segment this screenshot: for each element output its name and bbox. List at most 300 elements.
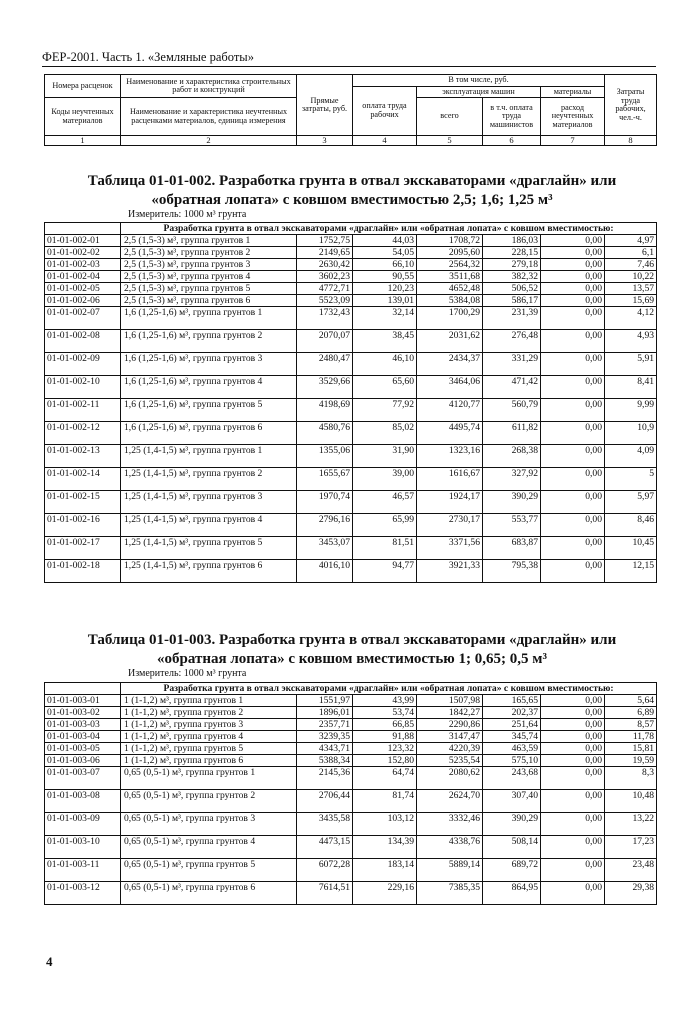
cell-labor: 15,69 [605, 295, 657, 307]
cell-code: 01-01-003-06 [45, 755, 121, 767]
cell-name: 1 (1-1,2) м³, группа грунтов 6 [121, 755, 297, 767]
cell-mat: 0,00 [541, 468, 605, 491]
cell-direct: 3453,07 [297, 537, 353, 560]
cell-mat: 0,00 [541, 767, 605, 790]
cell-labor: 13,22 [605, 813, 657, 836]
cell-mach: 1700,29 [417, 307, 483, 330]
cell-direct: 4343,71 [297, 743, 353, 755]
cell-code: 01-01-002-05 [45, 283, 121, 295]
cell-code: 01-01-003-09 [45, 813, 121, 836]
cell-mat: 0,00 [541, 307, 605, 330]
cell-name: 1 (1-1,2) м³, группа грунтов 4 [121, 731, 297, 743]
cell-labor: 15,81 [605, 743, 657, 755]
cell-mach: 3921,33 [417, 560, 483, 583]
table-row [45, 790, 657, 813]
cell-code: 01-01-002-09 [45, 353, 121, 376]
cell-direct: 1355,06 [297, 445, 353, 468]
column-number: 5 [417, 136, 483, 146]
subheader-text: Разработка грунта в отвал экскаваторами «драглайн» или «обратная лопата» с ковшом вместимостью: [121, 223, 657, 235]
cell-labor: 5 [605, 468, 657, 491]
cell-mach: 5235,54 [417, 755, 483, 767]
cell-machinist: 463,59 [483, 743, 541, 755]
cell-code: 01-01-002-16 [45, 514, 121, 537]
cell-code: 01-01-003-10 [45, 836, 121, 859]
cell-mat: 0,00 [541, 376, 605, 399]
cell-mat: 0,00 [541, 882, 605, 905]
table-row [45, 247, 657, 259]
cell-pay: 32,14 [353, 307, 417, 330]
cell-code: 01-01-002-14 [45, 468, 121, 491]
cell-pay: 229,16 [353, 882, 417, 905]
cell-pay: 94,77 [353, 560, 417, 583]
col-header-incl: В том числе, руб. [353, 75, 605, 87]
col-header-materials: материалы [541, 86, 605, 98]
cell-machinist: 228,15 [483, 247, 541, 259]
cell-mach: 3464,06 [417, 376, 483, 399]
cell-pay: 66,10 [353, 259, 417, 271]
cell-direct: 2796,16 [297, 514, 353, 537]
cell-name: 1,6 (1,25-1,6) м³, группа грунтов 5 [121, 399, 297, 422]
cell-labor: 10,9 [605, 422, 657, 445]
cell-mat: 0,00 [541, 235, 605, 247]
cell-mat: 0,00 [541, 719, 605, 731]
cell-mat: 0,00 [541, 836, 605, 859]
cell-mat: 0,00 [541, 695, 605, 707]
table-row [45, 767, 657, 790]
table-row [45, 755, 657, 767]
cell-pay: 38,45 [353, 330, 417, 353]
page-number: 4 [46, 954, 53, 969]
cell-direct: 1896,01 [297, 707, 353, 719]
cell-code: 01-01-003-12 [45, 882, 121, 905]
cell-mat: 0,00 [541, 445, 605, 468]
cell-code: 01-01-003-11 [45, 859, 121, 882]
table-row [45, 719, 657, 731]
cell-direct: 4016,10 [297, 560, 353, 583]
cell-machinist: 331,29 [483, 353, 541, 376]
cell-mat: 0,00 [541, 259, 605, 271]
cell-mach: 4652,48 [417, 283, 483, 295]
cell-machinist: 276,48 [483, 330, 541, 353]
cell-labor: 7,46 [605, 259, 657, 271]
table-row [45, 353, 657, 376]
cell-labor: 29,38 [605, 882, 657, 905]
cell-labor: 6,89 [605, 707, 657, 719]
cell-name: 1,6 (1,25-1,6) м³, группа грунтов 2 [121, 330, 297, 353]
cell-code: 01-01-002-10 [45, 376, 121, 399]
cell-mat: 0,00 [541, 353, 605, 376]
cell-mach: 4220,39 [417, 743, 483, 755]
cell-machinist: 327,92 [483, 468, 541, 491]
cell-name: 0,65 (0,5-1) м³, группа грунтов 3 [121, 813, 297, 836]
cell-pay: 39,00 [353, 468, 417, 491]
cell-mach: 2080,62 [417, 767, 483, 790]
column-number: 2 [121, 136, 297, 146]
cell-labor: 8,3 [605, 767, 657, 790]
cell-name: 1 (1-1,2) м³, группа грунтов 3 [121, 719, 297, 731]
cell-name: 1,6 (1,25-1,6) м³, группа грунтов 6 [121, 422, 297, 445]
cell-mach: 1616,67 [417, 468, 483, 491]
col-header-direct: Прямые затраты, руб. [297, 75, 353, 136]
cell-pay: 85,02 [353, 422, 417, 445]
cell-code: 01-01-002-03 [45, 259, 121, 271]
cell-code: 01-01-002-02 [45, 247, 121, 259]
cell-mach: 3511,68 [417, 271, 483, 283]
cell-name: 2,5 (1,5-3) м³, группа грунтов 6 [121, 295, 297, 307]
cell-direct: 2145,36 [297, 767, 353, 790]
cell-name: 1,25 (1,4-1,5) м³, группа грунтов 3 [121, 491, 297, 514]
table-row [45, 422, 657, 445]
col-header-materials-sub: расход неучтенных материалов [541, 98, 605, 136]
cell-machinist: 186,03 [483, 235, 541, 247]
table-row [45, 235, 657, 247]
cell-mat: 0,00 [541, 707, 605, 719]
cell-labor: 6,1 [605, 247, 657, 259]
cell-name: 0,65 (0,5-1) м³, группа грунтов 2 [121, 790, 297, 813]
cell-labor: 12,15 [605, 560, 657, 583]
cell-mat: 0,00 [541, 283, 605, 295]
table-row [45, 707, 657, 719]
cell-pay: 91,88 [353, 731, 417, 743]
cell-mach: 3147,47 [417, 731, 483, 743]
cell-direct: 4580,76 [297, 422, 353, 445]
cell-mach: 4120,77 [417, 399, 483, 422]
cell-mach: 2031,62 [417, 330, 483, 353]
cell-name: 0,65 (0,5-1) м³, группа грунтов 4 [121, 836, 297, 859]
cell-mach: 4338,76 [417, 836, 483, 859]
cell-mach: 2624,70 [417, 790, 483, 813]
table-row [45, 271, 657, 283]
cell-pay: 103,12 [353, 813, 417, 836]
cell-mach: 5889,14 [417, 859, 483, 882]
cell-labor: 23,48 [605, 859, 657, 882]
rates-table [44, 682, 657, 905]
col-header-machinists: в т.ч. оплата труда машинистов [483, 98, 541, 136]
table-row [45, 813, 657, 836]
cell-direct: 3435,58 [297, 813, 353, 836]
cell-pay: 43,99 [353, 695, 417, 707]
cell-mach: 4495,74 [417, 422, 483, 445]
cell-code: 01-01-003-03 [45, 719, 121, 731]
cell-machinist: 553,77 [483, 514, 541, 537]
table-row [45, 259, 657, 271]
table-row [45, 283, 657, 295]
cell-direct: 2070,07 [297, 330, 353, 353]
cell-mat: 0,00 [541, 560, 605, 583]
cell-direct: 2630,42 [297, 259, 353, 271]
cell-mach: 7385,35 [417, 882, 483, 905]
cell-pay: 53,74 [353, 707, 417, 719]
table-row [45, 743, 657, 755]
cell-labor: 5,97 [605, 491, 657, 514]
table-row [45, 514, 657, 537]
cell-code: 01-01-003-08 [45, 790, 121, 813]
cell-labor: 4,12 [605, 307, 657, 330]
cell-machinist: 390,29 [483, 813, 541, 836]
cell-code: 01-01-003-04 [45, 731, 121, 743]
cell-mat: 0,00 [541, 514, 605, 537]
table-row [45, 399, 657, 422]
cell-mach: 2095,60 [417, 247, 483, 259]
cell-direct: 4473,15 [297, 836, 353, 859]
cell-mat: 0,00 [541, 399, 605, 422]
table-row [45, 537, 657, 560]
cell-code: 01-01-002-18 [45, 560, 121, 583]
cell-labor: 8,46 [605, 514, 657, 537]
cell-machinist: 611,82 [483, 422, 541, 445]
cell-mach: 3371,56 [417, 537, 483, 560]
cell-machinist: 575,10 [483, 755, 541, 767]
cell-machinist: 202,37 [483, 707, 541, 719]
cell-machinist: 307,40 [483, 790, 541, 813]
cell-direct: 4772,71 [297, 283, 353, 295]
cell-direct: 1970,74 [297, 491, 353, 514]
cell-direct: 1732,43 [297, 307, 353, 330]
cell-labor: 10,22 [605, 271, 657, 283]
cell-code: 01-01-002-06 [45, 295, 121, 307]
cell-pay: 65,99 [353, 514, 417, 537]
cell-machinist: 345,74 [483, 731, 541, 743]
cell-pay: 152,80 [353, 755, 417, 767]
cell-mach: 1924,17 [417, 491, 483, 514]
subheader-row [45, 683, 657, 695]
cell-name: 1,25 (1,4-1,5) м³, группа грунтов 6 [121, 560, 297, 583]
cell-direct: 5388,34 [297, 755, 353, 767]
cell-name: 0,65 (0,5-1) м³, группа грунтов 5 [121, 859, 297, 882]
cell-name: 1,6 (1,25-1,6) м³, группа грунтов 4 [121, 376, 297, 399]
cell-mat: 0,00 [541, 790, 605, 813]
cell-pay: 46,57 [353, 491, 417, 514]
cell-mat: 0,00 [541, 813, 605, 836]
cell-labor: 4,97 [605, 235, 657, 247]
measure-unit: Измеритель: 1000 м³ грунта [128, 668, 247, 679]
cell-labor: 5,91 [605, 353, 657, 376]
cell-direct: 2149,65 [297, 247, 353, 259]
cell-pay: 81,74 [353, 790, 417, 813]
cell-machinist: 251,64 [483, 719, 541, 731]
cell-direct: 3602,23 [297, 271, 353, 283]
cell-machinist: 243,68 [483, 767, 541, 790]
column-number: 6 [483, 136, 541, 146]
cell-labor: 11,78 [605, 731, 657, 743]
cell-code: 01-01-002-01 [45, 235, 121, 247]
cell-machinist: 683,87 [483, 537, 541, 560]
cell-direct: 2357,71 [297, 719, 353, 731]
cell-machinist: 560,79 [483, 399, 541, 422]
cell-direct: 2706,44 [297, 790, 353, 813]
cell-direct: 1752,75 [297, 235, 353, 247]
cell-direct: 4198,69 [297, 399, 353, 422]
cell-pay: 123,32 [353, 743, 417, 755]
table-row [45, 445, 657, 468]
cell-name: 1 (1-1,2) м³, группа грунтов 2 [121, 707, 297, 719]
cell-labor: 13,57 [605, 283, 657, 295]
subheader-row [45, 223, 657, 235]
col-header-codes-bottom: Коды неучтенных материалов [45, 98, 121, 136]
cell-pay: 44,03 [353, 235, 417, 247]
cell-machinist: 689,72 [483, 859, 541, 882]
cell-name: 1,25 (1,4-1,5) м³, группа грунтов 2 [121, 468, 297, 491]
table-row [45, 295, 657, 307]
cell-mach: 1708,72 [417, 235, 483, 247]
cell-name: 2,5 (1,5-3) м³, группа грунтов 3 [121, 259, 297, 271]
cell-name: 1,6 (1,25-1,6) м³, группа грунтов 3 [121, 353, 297, 376]
cell-labor: 5,64 [605, 695, 657, 707]
header-rule [42, 66, 656, 67]
cell-direct: 1655,67 [297, 468, 353, 491]
table-row [45, 695, 657, 707]
cell-code: 01-01-002-12 [45, 422, 121, 445]
cell-direct: 3239,35 [297, 731, 353, 743]
cell-code: 01-01-002-17 [45, 537, 121, 560]
cell-code: 01-01-002-08 [45, 330, 121, 353]
cell-pay: 134,39 [353, 836, 417, 859]
cell-pay: 65,60 [353, 376, 417, 399]
cell-mat: 0,00 [541, 295, 605, 307]
cell-labor: 10,45 [605, 537, 657, 560]
table-row [45, 307, 657, 330]
cell-labor: 8,57 [605, 719, 657, 731]
cell-pay: 46,10 [353, 353, 417, 376]
column-number: 1 [45, 136, 121, 146]
cell-direct: 1551,97 [297, 695, 353, 707]
cell-pay: 54,05 [353, 247, 417, 259]
rates-table [44, 222, 657, 583]
cell-name: 1,25 (1,4-1,5) м³, группа грунтов 1 [121, 445, 297, 468]
cell-labor: 8,41 [605, 376, 657, 399]
cell-code: 01-01-003-07 [45, 767, 121, 790]
column-header-table [44, 74, 657, 146]
table-row [45, 859, 657, 882]
cell-code: 01-01-002-13 [45, 445, 121, 468]
measure-unit: Измеритель: 1000 м³ грунта [128, 209, 247, 220]
cell-machinist: 508,14 [483, 836, 541, 859]
table-row [45, 882, 657, 905]
cell-direct: 6072,28 [297, 859, 353, 882]
cell-direct: 7614,51 [297, 882, 353, 905]
cell-mach: 1323,16 [417, 445, 483, 468]
cell-labor: 9,99 [605, 399, 657, 422]
subheader-empty-cell [45, 683, 121, 695]
cell-machinist: 279,18 [483, 259, 541, 271]
cell-direct: 3529,66 [297, 376, 353, 399]
cell-machinist: 471,42 [483, 376, 541, 399]
cell-labor: 17,23 [605, 836, 657, 859]
cell-code: 01-01-003-01 [45, 695, 121, 707]
cell-code: 01-01-002-04 [45, 271, 121, 283]
cell-name: 2,5 (1,5-3) м³, группа грунтов 4 [121, 271, 297, 283]
column-number: 3 [297, 136, 353, 146]
cell-machinist: 795,38 [483, 560, 541, 583]
cell-direct: 5523,09 [297, 295, 353, 307]
cell-machinist: 390,29 [483, 491, 541, 514]
cell-direct: 2480,47 [297, 353, 353, 376]
cell-mat: 0,00 [541, 731, 605, 743]
cell-machinist: 864,95 [483, 882, 541, 905]
running-head: ФЕР-2001. Часть 1. «Земляные работы» [42, 50, 254, 64]
table-row [45, 330, 657, 353]
table-row [45, 468, 657, 491]
col-header-name-bottom: Наименование и характеристика неучтенных расценками материалов, единица измерения [121, 98, 297, 136]
cell-mach: 5384,08 [417, 295, 483, 307]
cell-name: 1 (1-1,2) м³, группа грунтов 1 [121, 695, 297, 707]
table-row [45, 836, 657, 859]
cell-pay: 120,23 [353, 283, 417, 295]
cell-name: 0,65 (0,5-1) м³, группа грунтов 6 [121, 882, 297, 905]
col-header-machines-total: всего [417, 98, 483, 136]
cell-mat: 0,00 [541, 537, 605, 560]
col-header-name: Наименование и характеристика строительных работ и конструкций [121, 75, 297, 98]
cell-code: 01-01-002-11 [45, 399, 121, 422]
column-number: 4 [353, 136, 417, 146]
cell-name: 1 (1-1,2) м³, группа грунтов 5 [121, 743, 297, 755]
col-header-codes: Номера расценок [45, 75, 121, 98]
cell-name: 2,5 (1,5-3) м³, группа грунтов 1 [121, 235, 297, 247]
col-header-labor: Затраты труда рабочих, чел.-ч. [605, 75, 657, 136]
cell-mach: 2564,32 [417, 259, 483, 271]
cell-name: 1,6 (1,25-1,6) м³, группа грунтов 1 [121, 307, 297, 330]
cell-pay: 90,55 [353, 271, 417, 283]
cell-name: 1,25 (1,4-1,5) м³, группа грунтов 5 [121, 537, 297, 560]
cell-machinist: 586,17 [483, 295, 541, 307]
col-header-labor-pay: оплата труда рабочих [353, 86, 417, 136]
cell-mach: 1842,27 [417, 707, 483, 719]
cell-pay: 139,01 [353, 295, 417, 307]
table-row [45, 731, 657, 743]
cell-mat: 0,00 [541, 247, 605, 259]
cell-pay: 183,14 [353, 859, 417, 882]
cell-mat: 0,00 [541, 271, 605, 283]
subheader-empty-cell [45, 223, 121, 235]
cell-labor: 4,93 [605, 330, 657, 353]
cell-name: 1,25 (1,4-1,5) м³, группа грунтов 4 [121, 514, 297, 537]
cell-machinist: 165,65 [483, 695, 541, 707]
table-title: Таблица 01-01-003. Разработка грунта в отвал экскаваторами «драглайн» или «обратная лопата» с ковшом вместимостью 1; 0,65; 0,5 м³ [87, 632, 617, 667]
cell-pay: 77,92 [353, 399, 417, 422]
cell-mach: 2290,86 [417, 719, 483, 731]
cell-labor: 4,09 [605, 445, 657, 468]
subheader-text: Разработка грунта в отвал экскаваторами «драглайн» или «обратная лопата» с ковшом вместимостью: [121, 683, 657, 695]
cell-mat: 0,00 [541, 491, 605, 514]
cell-machinist: 231,39 [483, 307, 541, 330]
cell-mat: 0,00 [541, 422, 605, 445]
cell-pay: 81,51 [353, 537, 417, 560]
cell-labor: 19,59 [605, 755, 657, 767]
cell-name: 2,5 (1,5-3) м³, группа грунтов 2 [121, 247, 297, 259]
column-numbers-row [45, 136, 657, 146]
column-number: 8 [605, 136, 657, 146]
col-header-machines: эксплуатация машин [417, 86, 541, 98]
cell-machinist: 268,38 [483, 445, 541, 468]
cell-code: 01-01-002-15 [45, 491, 121, 514]
table-title: Таблица 01-01-002. Разработка грунта в отвал экскаваторами «драглайн» или «обратная лопата» с ковшом вместимостью 2,5; 1,6; 1,25 м³ [87, 173, 617, 208]
cell-mach: 3332,46 [417, 813, 483, 836]
cell-mat: 0,00 [541, 859, 605, 882]
cell-machinist: 506,52 [483, 283, 541, 295]
cell-pay: 66,85 [353, 719, 417, 731]
column-number: 7 [541, 136, 605, 146]
cell-pay: 64,74 [353, 767, 417, 790]
cell-mat: 0,00 [541, 755, 605, 767]
cell-code: 01-01-003-02 [45, 707, 121, 719]
cell-mach: 2730,17 [417, 514, 483, 537]
cell-code: 01-01-003-05 [45, 743, 121, 755]
cell-machinist: 382,32 [483, 271, 541, 283]
cell-mach: 2434,37 [417, 353, 483, 376]
cell-name: 0,65 (0,5-1) м³, группа грунтов 1 [121, 767, 297, 790]
table-row [45, 491, 657, 514]
cell-mach: 1507,98 [417, 695, 483, 707]
